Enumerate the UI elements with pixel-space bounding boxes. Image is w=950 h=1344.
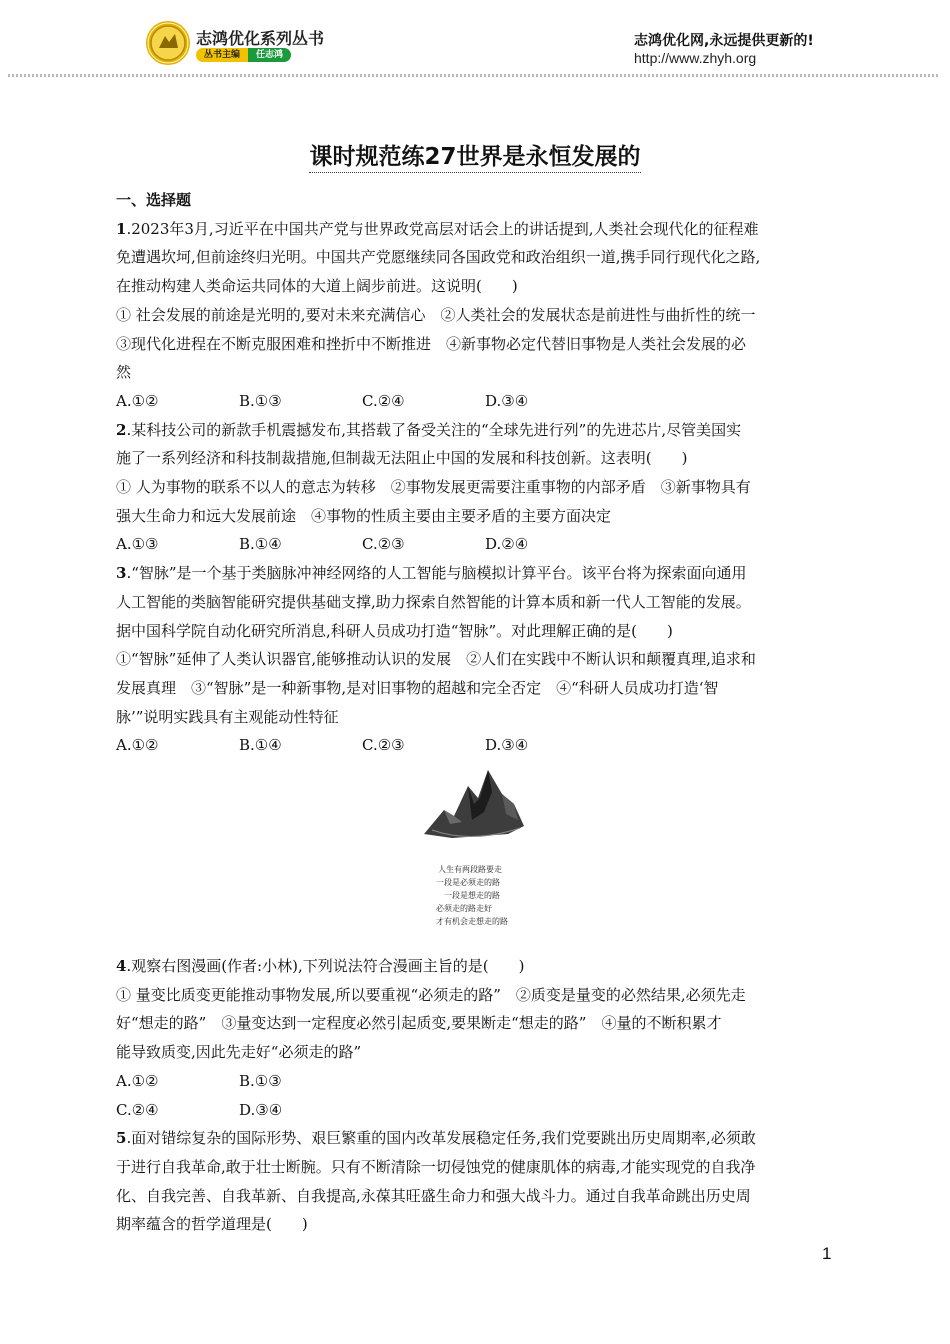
option-a[interactable]: A.①② (116, 391, 159, 410)
site-url[interactable]: http://www.zhyh.org (634, 50, 757, 66)
page-number: 1 (822, 1244, 832, 1263)
header-divider (8, 74, 938, 77)
page-title: 课时规范练27世界是永恒发展的 (0, 138, 950, 171)
answer-options (116, 530, 836, 559)
question-number: 5 (116, 1129, 127, 1148)
publisher-logo-icon (145, 20, 191, 66)
comic-caption-line: 一段是想走的路 (444, 891, 500, 901)
question-number: 4 (116, 957, 127, 976)
answer-options (116, 731, 836, 760)
answer-options (116, 387, 836, 416)
comic-caption-line: 一段是必须走的路 (436, 878, 500, 888)
option-c[interactable]: C.②③ (362, 736, 405, 755)
question-4: 4.观察右图漫画(作者:小林),下列说法符合漫画主旨的是( ) ① 量变比质变更能推动事物发展,所以要重视“必须走的路” ②质变是量变的必然结果,必须先走 好“想走的路” ③量变达到一定程度必然引起质变,要果断走“想走的路” ④量的不断积累才 能导致质变,因此先走好“必须走的路” A.①② B.①③ C.②④ D.③④ (116, 952, 836, 1124)
option-d[interactable]: D.③④ (485, 736, 529, 755)
option-b[interactable]: B.①③ (239, 1071, 282, 1090)
question-1: 1.2023年3月,习近平在中国共产党与世界政党高层对话会上的讲话提到,人类社会现代化的征程难 免遭遇坎坷,但前途终归光明。中国共产党愿继续同各国政党和政治组织一道,携手同行现代化之路, 在推动构建人类命运共同体的大道上阔步前进。这说明( ) ① 社会发展的前途是光明的,要对未来充满信心 ②人类社会的发展状态是前进性与曲折性的统一 ③现代化进程在不断克服困难和挫折中不断推进 ④新事物必定代替旧事物是人类社会发展的必 然 A.①② B.①③ C.②④ D.③④ (116, 215, 836, 416)
option-a[interactable]: A.①② (116, 736, 159, 755)
answer-options (116, 1067, 836, 1096)
question-number: 1 (116, 219, 127, 238)
series-title: 志鸿优化系列丛书 (196, 29, 325, 48)
editor-label: 丛书主编 (196, 48, 248, 62)
site-slogan: 志鸿优化网,永远提供更新的! (634, 33, 814, 49)
option-b[interactable]: B.①④ (239, 736, 282, 755)
exercise-content (116, 186, 836, 1239)
comic-caption-line: 人生有两段路要走 (438, 865, 502, 875)
option-b[interactable]: B.①③ (239, 391, 282, 410)
question-2: 2.某科技公司的新款手机震撼发布,其搭载了备受关注的“全球先进行列”的先进芯片,尽管美国实 施了一系列经济和科技制裁措施,但制裁无法阻止中国的发展和科技创新。这表明( ) ① 人为事物的联系不以人的意志为转移 ②事物发展更需要注重事物的内部矛盾 ③新事物具有 强大生命力和远大发展前途 ④事物的性质主要由主要矛盾的主要方面决定 A.①③ B.①④ C.②③ D.②④ (116, 416, 836, 560)
option-d[interactable]: D.②④ (485, 535, 529, 554)
option-d[interactable]: D.③④ (239, 1100, 283, 1119)
option-c[interactable]: C.②④ (362, 391, 405, 410)
comic-caption-line: 必须走的路走好 (436, 904, 492, 914)
question-3: 3.“智脉”是一个基于类脑脉冲神经网络的人工智能与脑模拟计算平台。该平台将为探索面向通用 人工智能的类脑智能研究提供基础支撑,助力探索自然智能的计算本质和新一代人工智能的发展。 据中国科学院自动化研究所消息,科研人员成功打造“智脉”。对此理解正确的是( ) ①“智脉”延伸了人类认识器官,能够推动认识的发展 ②人们在实践中不断认识和颠覆真理,追求和 发展真理 ③“智脉”是一种新事物,是对旧事物的超越和完全否定 ④“科研人员成功打造‘智 脉’”说明实践具有主观能动性特征 A.①② B.①④ C.②③ D.③④ (116, 559, 836, 760)
option-a[interactable]: A.①② (116, 1071, 159, 1090)
editor-badge (196, 48, 291, 62)
page-header (0, 0, 950, 80)
answer-options (116, 1096, 836, 1125)
section-heading: 一、选择题 (116, 191, 192, 209)
option-d[interactable]: D.③④ (485, 391, 529, 410)
editor-name: 任志鸿 (248, 48, 291, 62)
comic-figure (116, 760, 836, 952)
mountain-comic-image (422, 764, 526, 940)
option-c[interactable]: C.②③ (362, 535, 405, 554)
option-b[interactable]: B.①④ (239, 535, 282, 554)
question-5: 5.面对错综复杂的国际形势、艰巨繁重的国内改革发展稳定任务,我们党要跳出历史周期率,必须敢 于进行自我革命,敢于壮士断腕。只有不断清除一切侵蚀党的健康肌体的病毒,才能实现党的自我净 化、自我完善、自我革新、自我提高,永葆其旺盛生命力和强大战斗力。通过自我革命跳出历史周 期率蕴含的哲学道理是( ) (116, 1129, 756, 1234)
option-a[interactable]: A.①③ (116, 535, 159, 554)
option-c[interactable]: C.②④ (116, 1100, 159, 1119)
question-number: 2 (116, 420, 127, 439)
comic-caption-line: 才有机会走想走的路 (436, 917, 508, 927)
question-number: 3 (116, 564, 127, 583)
